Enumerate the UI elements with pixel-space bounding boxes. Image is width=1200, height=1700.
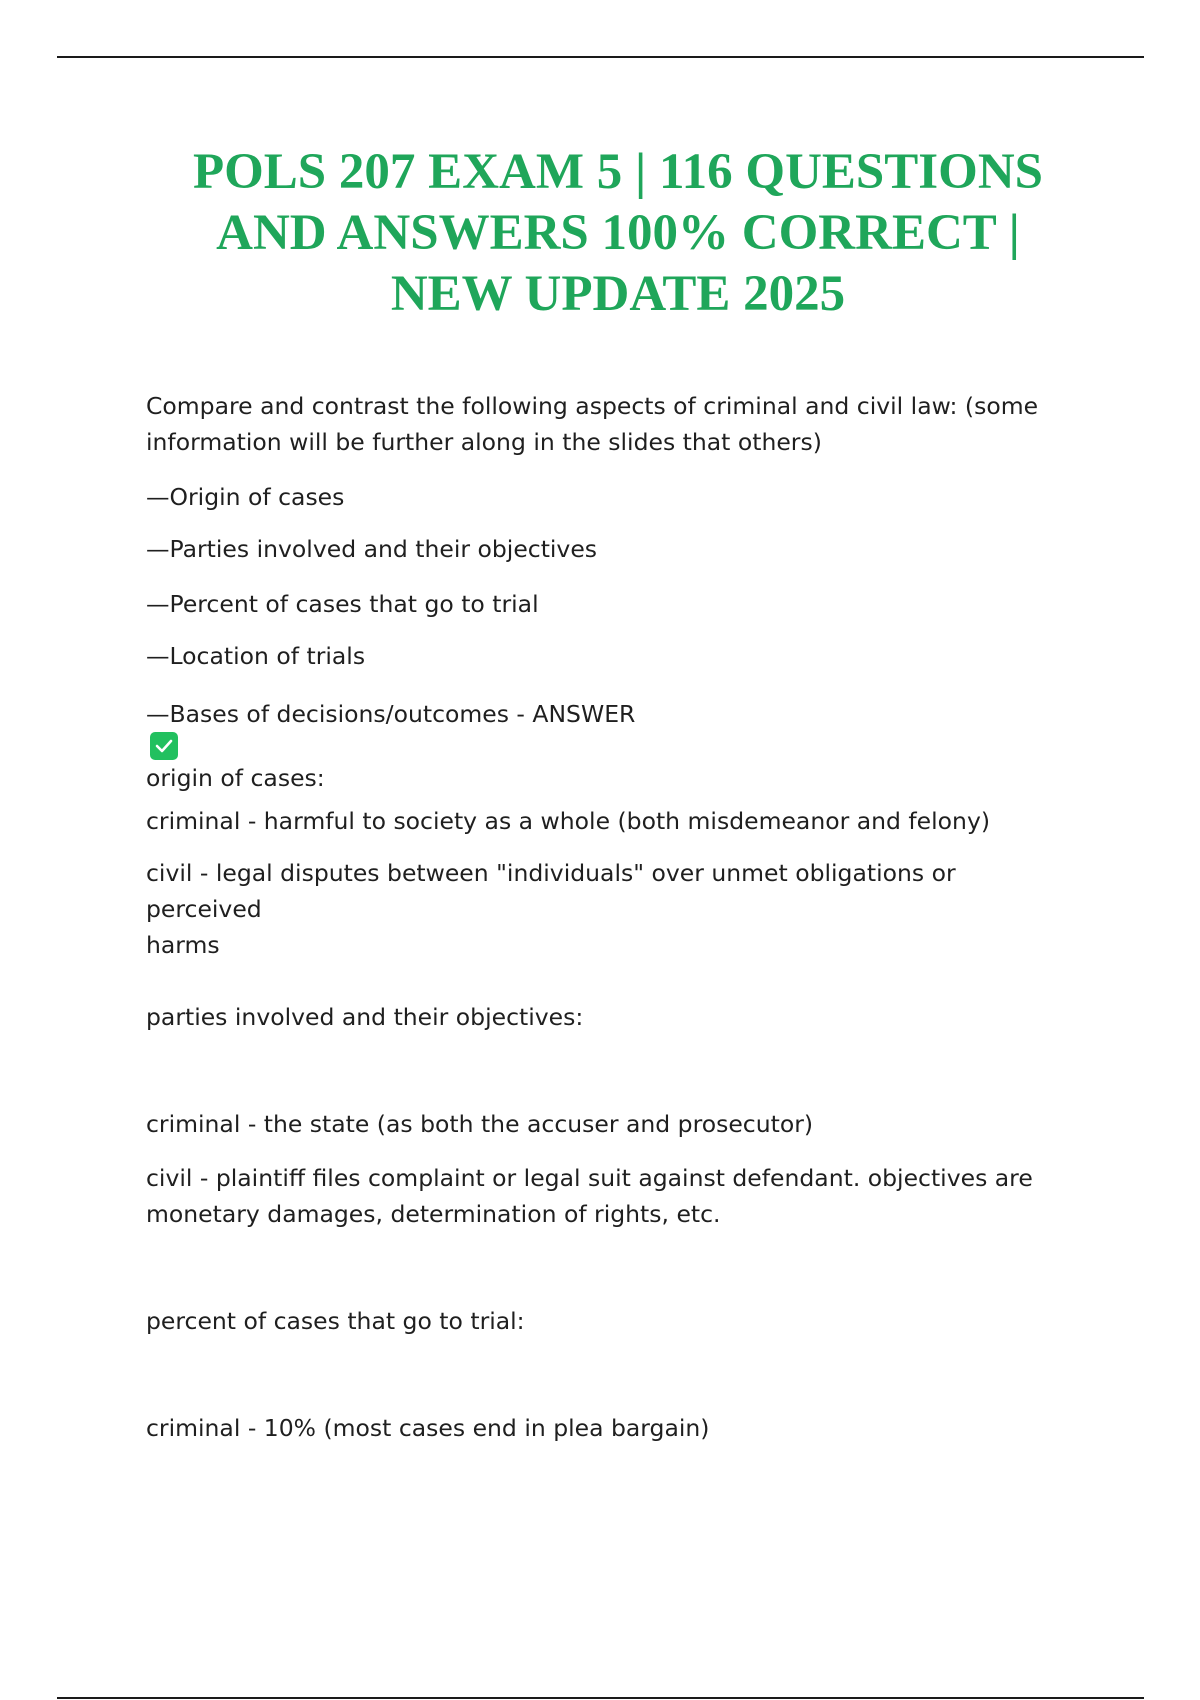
parties-criminal: criminal - the state (as both the accuser and prosecutor) (146, 1110, 814, 1138)
parties-civil-line: civil - plaintiff files complaint or legal suit against defendant. objectives are (146, 1164, 1033, 1192)
title-line: AND ANSWERS 100% CORRECT | (216, 205, 1020, 261)
question-item-location: —Location of trials (146, 642, 366, 670)
question-item-bases (146, 696, 1076, 796)
origin-criminal: criminal - harmful to society as a whole (both misdemeanor and felony) (146, 807, 991, 835)
parties-civil (146, 1160, 1076, 1232)
origin-civil-line: civil - legal disputes between "individuals" over unmet obligations or perceived (146, 859, 956, 923)
bases-answer-prefix: —Bases of decisions/outcomes - ANSWER (146, 700, 636, 728)
title-line: POLS 207 EXAM 5 | 116 QUESTIONS (192, 144, 1044, 200)
intro-line: information will be further along in the slides that others) (146, 428, 822, 456)
origin-civil-line: harms (146, 931, 220, 959)
origin-civil (146, 855, 1076, 963)
parties-civil-line: monetary damages, determination of rights, etc. (146, 1200, 721, 1228)
top-rule (57, 56, 1144, 58)
question-item-percent: —Percent of cases that go to trial (146, 590, 539, 618)
question-item-parties: —Parties involved and their objectives (146, 535, 598, 563)
question-intro (146, 388, 1076, 460)
document-title (120, 142, 1116, 325)
check-mark-icon (150, 732, 178, 760)
parties-heading: parties involved and their objectives: (146, 1003, 584, 1031)
intro-line: Compare and contrast the following aspects of criminal and civil law: (some (146, 392, 1039, 420)
answer-start: origin of cases: (146, 764, 325, 792)
question-item-origin: —Origin of cases (146, 483, 345, 511)
percent-heading: percent of cases that go to trial: (146, 1307, 525, 1335)
percent-criminal: criminal - 10% (most cases end in plea bargain) (146, 1414, 710, 1442)
title-line: NEW UPDATE 2025 (390, 266, 846, 322)
bottom-rule (57, 1697, 1144, 1699)
